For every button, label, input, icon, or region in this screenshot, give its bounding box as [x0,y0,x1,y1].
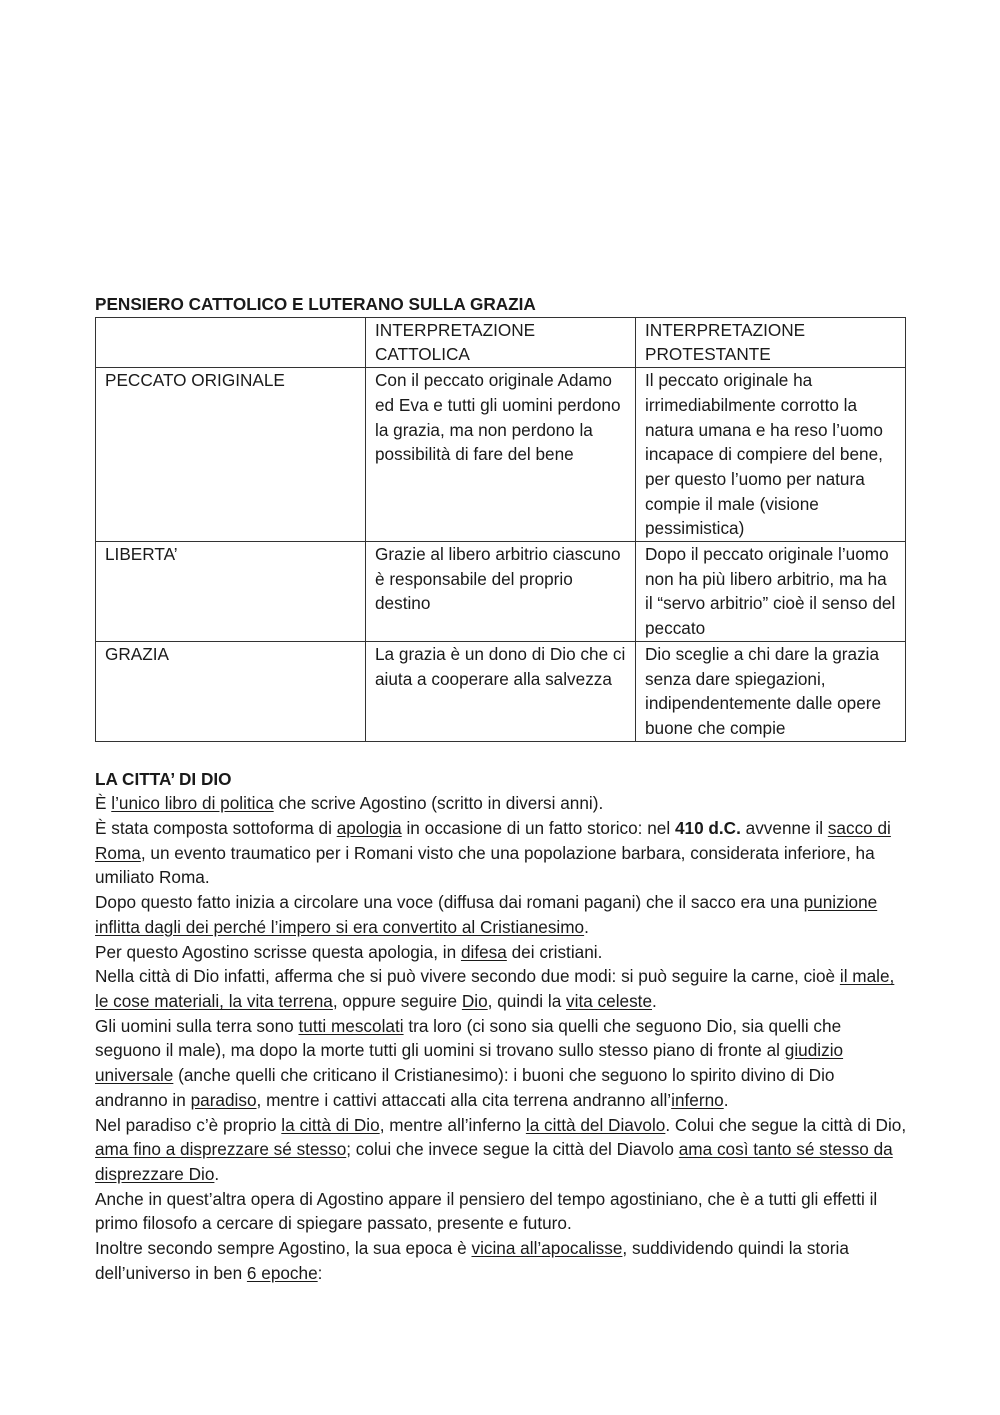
underlined-phrase: vicina all’apocalisse [471,1238,623,1259]
underlined-phrase: 6 epoche [246,1262,318,1283]
paragraph: Nella città di Dio infatti, afferma che si può vivere secondo due modi: si può seguire la carne, cioè il male, le cose materiali, la vita terrena, oppure seguire Dio, quindi la vita celeste. [95,966,895,1011]
table-cell: PECCATO ORIGINALE [96,368,366,542]
table-header-cell: INTERPRETAZIONE PROTESTANTE [636,317,906,367]
underlined-phrase: inferno [671,1089,724,1110]
table-cell: Dio sceglie a chi dare la grazia senza dare spiegazioni, indipendentemente dalle opere buone che compie [636,641,906,741]
table-header-cell: INTERPRETAZIONE CATTOLICA [366,317,636,367]
document-content [95,292,907,1285]
comparison-table [95,317,906,742]
underlined-phrase: Dio [461,990,488,1011]
bold-date: 410 d.C. [674,818,741,839]
underlined-phrase: punizione inflitta dagli dei perché l’impero si era convertito al Cristianesimo [95,892,878,937]
paragraph: Inoltre secondo sempre Agostino, la sua epoca è vicina all’apocalisse, suddividendo quindi la storia dell’universo in ben 6 epoche: [95,1238,849,1283]
underlined-phrase: giudizio universale [95,1040,844,1086]
section-title-citta-di-dio: LA CITTA’ DI DIO [95,768,232,789]
underlined-phrase: ama fino a disprezzare sé stesso [95,1139,347,1160]
table-cell: Grazie al libero arbitrio ciascuno è responsabile del proprio destino [366,542,636,642]
section-citta-di-dio [95,767,907,1286]
table-cell: Dopo il peccato originale l’uomo non ha più libero arbitrio, ma ha il “servo arbitrio” cioè il senso del peccato [636,542,906,642]
paragraph: Anche in quest’altra opera di Agostino appare il pensiero del tempo agostiniano, che è a tutti gli effetti il primo filosofo a cercare di spiegare passato, presente e futuro. [95,1188,878,1234]
paragraph: Nel paradiso c’è proprio la città di Dio, mentre all’inferno la città del Diavolo. Colui che segue la città di Dio, ama fino a disprezzare sé stesso; colui che invece segue la città del Diavolo ama così tanto sé stesso da disprezzare Dio. [95,1114,907,1184]
underlined-phrase: l’unico libro di politica [111,793,274,814]
underlined-phrase: difesa [460,941,507,962]
table-cell: La grazia è un dono di Dio che ci aiuta a cooperare alla salvezza [366,641,636,741]
underlined-phrase: il male, le cose materiali, la vita terrena [95,966,895,1011]
section-title-grazia: PENSIERO CATTOLICO E LUTERANO SULLA GRAZIA [95,294,536,314]
table-row [96,542,906,642]
table-cell: GRAZIA [96,641,366,741]
underlined-phrase: ama così tanto sé stesso da disprezzare Dio [95,1139,893,1184]
paragraph: Per questo Agostino scrisse questa apologia, in difesa dei cristiani. [95,941,603,962]
paragraph: Gli uomini sulla terra sono tutti mescolati tra loro (ci sono sia quelli che seguono Dio, sia quelli che seguono il male), ma dopo la morte tutti gli uomini si trovano sullo stesso piano di fronte al giudizio universale (anche quelli che criticano il Cristianesimo): i buoni che seguono lo spirito divino di Dio andranno in paradiso, mentre i cattivi attaccati alla cita terrena andranno all’inferno. [95,1015,844,1110]
table-header-row [96,317,906,367]
table-cell: Con il peccato originale Adamo ed Eva e tutti gli uomini perdono la grazia, ma non perdono la possibilità di fare del bene [366,368,636,542]
table-row [96,368,906,542]
underlined-phrase: sacco di Roma [95,818,891,863]
table-cell: Il peccato originale ha irrimediabilmente corrotto la natura umana e ha reso l’uomo incapace di compiere del bene, per questo l’uomo per natura compie il male (visione pessimistica) [636,368,906,542]
table-cell: LIBERTA’ [96,542,366,642]
table-row [96,641,906,741]
table-header-cell [96,317,366,367]
underlined-phrase: tutti mescolati [298,1015,404,1036]
underlined-phrase: la città di Dio [281,1114,380,1135]
underlined-phrase: la città del Diavolo [525,1114,666,1135]
paragraph: È stata composta sottoforma di apologia in occasione di un fatto storico: nel 410 d.C. avvenne il sacco di Roma, un evento traumatico per i Romani visto che una popolazione barbara, considerata inferiore, ha umiliato Roma. [95,818,891,888]
paragraph: È l’unico libro di politica che scrive Agostino (scritto in diversi anni). [95,793,604,814]
underlined-phrase: vita celeste [566,990,653,1011]
underlined-phrase: paradiso [190,1089,257,1110]
paragraph: Dopo questo fatto inizia a circolare una voce (diffusa dai romani pagani) che il sacco era una punizione inflitta dagli dei perché l’impero si era convertito al Cristianesimo. [95,892,878,937]
underlined-phrase: apologia [336,818,402,839]
